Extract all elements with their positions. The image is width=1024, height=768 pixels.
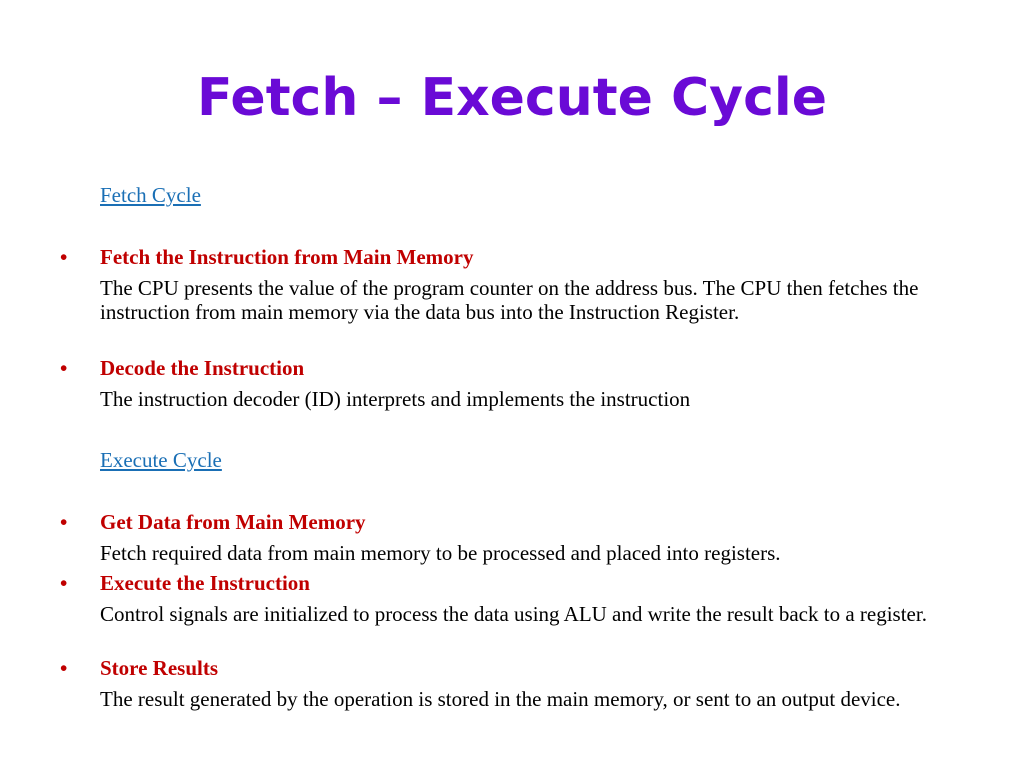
bullet-icon: • <box>60 571 68 595</box>
bullet-icon: • <box>60 656 68 680</box>
bullet-icon: • <box>60 510 68 534</box>
fetch-cycle-link[interactable]: Fetch Cycle <box>100 183 201 207</box>
fetch-instruction-desc: The CPU presents the value of the program counter on the address bus. The CPU then fetches the instruction from main memory via the data bus into the Instruction Register. <box>100 276 919 324</box>
execute-cycle-link[interactable]: Execute Cycle <box>100 448 222 472</box>
bullet-icon: • <box>60 245 68 269</box>
execute-instruction-desc: Control signals are initialized to process the data using ALU and write the result back to a register. <box>100 602 927 626</box>
execute-instruction-heading: Execute the Instruction <box>100 571 310 595</box>
fetch-instruction-heading: Fetch the Instruction from Main Memory <box>100 245 474 269</box>
get-data-desc: Fetch required data from main memory to be processed and placed into registers. <box>100 541 781 565</box>
slide-title: Fetch – Execute Cycle <box>197 68 827 128</box>
get-data-heading: Get Data from Main Memory <box>100 510 366 534</box>
decode-instruction-desc: The instruction decoder (ID) interprets and implements the instruction <box>100 387 691 411</box>
bullet-icon: • <box>60 356 68 380</box>
store-results-desc: The result generated by the operation is stored in the main memory, or sent to an output device. <box>100 687 901 711</box>
decode-instruction-heading: Decode the Instruction <box>100 356 305 380</box>
store-results-heading: Store Results <box>100 656 219 680</box>
